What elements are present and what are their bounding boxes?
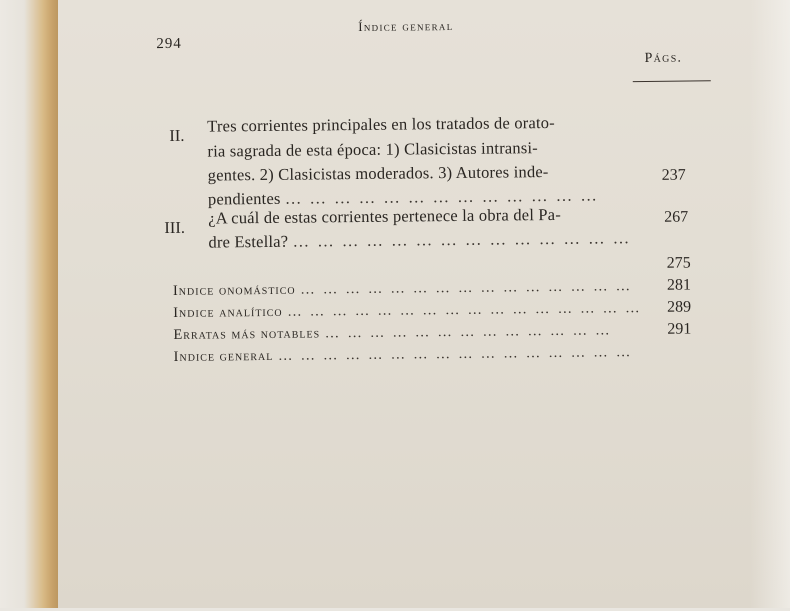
index-entry-general [174,344,633,366]
index-entry-page: 275 [666,254,691,272]
index-entry-label: Indice onomástico [172,281,296,299]
section-iii-line-1: ¿A cuál de estas corrientes pertenece la obra del Pa- [208,204,562,228]
running-head: Índice general [358,17,454,34]
section-iii-line-2 [208,228,631,252]
index-entry-page: 291 [667,320,692,338]
section-ii-line-1: Tres corrientes principales en los tratados de orato- [207,112,555,136]
section-iii-page: 267 [664,208,689,226]
index-entry-onomastico [173,278,633,300]
section-iii-line-2-text: dre Estella? [208,231,289,252]
index-entry-page: 289 [667,298,692,316]
leader-dots: … … … … … … … … … … … … … [284,185,599,208]
page-content [56,0,790,611]
index-entry-label: Erratas más notables [173,325,321,343]
page-edge [0,0,60,608]
section-ii-numeral: II. [169,125,185,145]
pages-column-header: Págs. [644,50,683,66]
leader-dots: … … … … … … … … … … … … … … … [300,278,633,298]
leader-dots: … … … … … … … … … … … … … … [292,228,632,251]
page-number: 294 [156,35,182,53]
section-ii-line-3: gentes. 2) Clasicistas moderados. 3) Autores inde- [207,162,549,185]
index-entry-page: 281 [666,276,691,294]
section-ii-line-2: ria sagrada de esta época: 1) Clasicistas intransi- [207,138,539,161]
header-rule [633,80,711,82]
section-ii-line-4-text: pendientes [207,188,281,209]
book-page [58,0,790,608]
leader-dots: … … … … … … … … … … … … … … … … [277,344,633,364]
index-entry-erratas [173,322,612,344]
index-entry-label: Indice general [173,347,274,365]
leader-dots: … … … … … … … … … … … … … [324,322,612,342]
section-ii-page: 237 [661,166,686,184]
index-entry-label: Indice analítico [173,303,283,321]
section-iii-numeral: III. [164,217,185,238]
leader-dots: … … … … … … … … … … … … … … … … [287,300,642,320]
index-entry-analitico [173,300,642,322]
